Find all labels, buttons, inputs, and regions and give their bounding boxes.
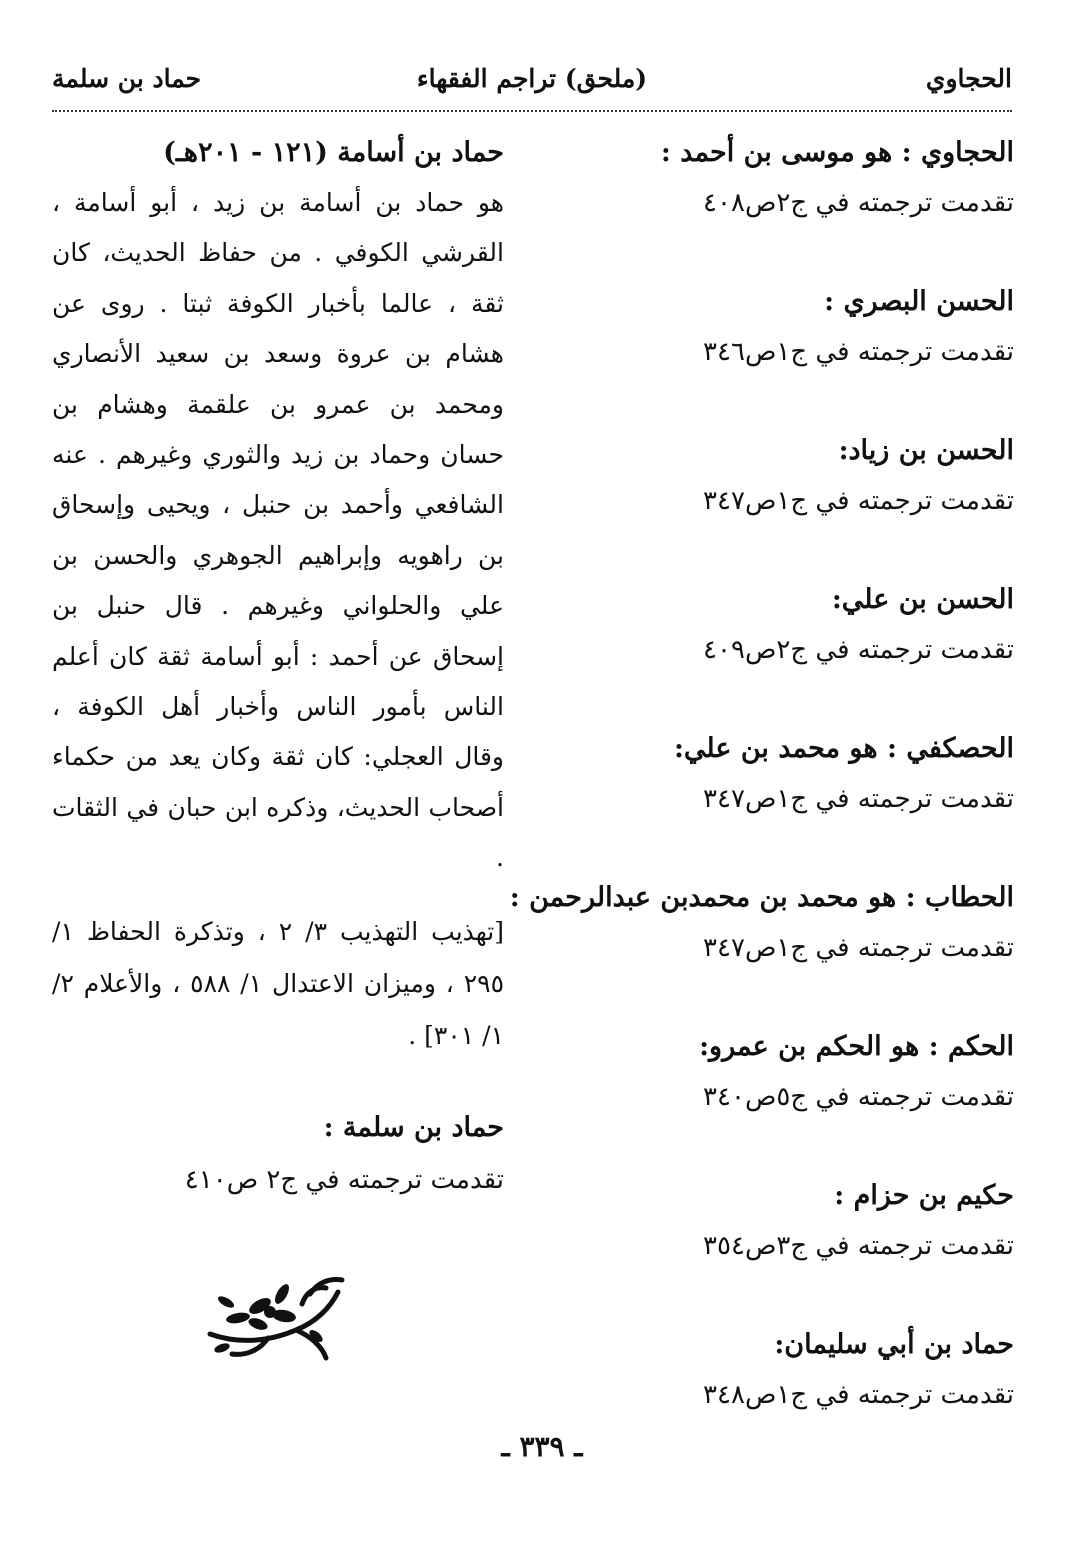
entry-name: حماد بن أبي سليمان:	[774, 1329, 1014, 1360]
entry-reference: تقدمت ترجمته في ج٢ص٤٠٩	[703, 635, 1014, 665]
header-center-title: (ملحق) تراجم الفقهاء	[416, 64, 648, 93]
entry-name: حكيم بن حزام :	[834, 1180, 1014, 1211]
entry-name: الحسن بن زياد:	[838, 435, 1014, 466]
entry-reference: تقدمت ترجمته في ج٥ص٣٤٠	[703, 1082, 1014, 1112]
biography-sources: [تهذيب التهذيب ٣/ ٢ ، وتذكرة الحفاظ ١/ ٢٩٥ ، وميزان الاعتدال ١/ ٥٨٨ ، والأعلام ٢/ ١/ ٣٠١] .	[52, 916, 505, 1050]
running-header	[52, 60, 1012, 104]
entry-reference: تقدمت ترجمته في ج١ص٣٤٧	[703, 486, 1014, 516]
entry-reference: تقدمت ترجمته في ج٣ص٣٥٤	[703, 1231, 1014, 1261]
biography-title: حماد بن أسامة (١٢١ - ٢٠١هـ)	[163, 137, 504, 168]
entry-reference: تقدمت ترجمته في ج٢ ص٤١٠	[184, 1164, 504, 1195]
entry-reference: تقدمت ترجمته في ج٢ص٤٠٨	[703, 188, 1014, 218]
entry-haskafi	[554, 724, 1014, 873]
entry-hakam	[554, 1022, 1014, 1171]
entry-reference: تقدمت ترجمته في ج١ص٣٤٧	[703, 933, 1014, 963]
entry-reference: تقدمت ترجمته في ج١ص٣٤٧	[703, 784, 1014, 814]
page-number: ـ ٣٣٩ ـ	[501, 1430, 583, 1463]
left-column	[52, 128, 504, 1206]
entry-name: حماد بن سلمة :	[323, 1111, 504, 1143]
entry-name: الحطاب : هو محمد بن محمدبن عبدالرحمن :	[509, 882, 1014, 913]
entry-reference: تقدمت ترجمته في ج١ص٣٤٨	[703, 1380, 1014, 1410]
entry-name: الحسن بن علي:	[831, 584, 1014, 615]
entry-name: الحصكفي : هو محمد بن علي:	[673, 733, 1014, 764]
floral-ornament-icon	[198, 1272, 348, 1362]
entry-hasan-basri	[554, 277, 1014, 426]
entry-hasan-ibn-ali	[554, 575, 1014, 724]
header-dotted-rule	[52, 110, 1012, 112]
entry-name: الحجاوي : هو موسى بن أحمد :	[660, 137, 1014, 168]
entry-hasan-ibn-ziyad	[554, 426, 1014, 575]
entry-reference: تقدمت ترجمته في ج١ص٣٤٦	[703, 337, 1014, 367]
entry-name: الحسن البصري :	[824, 286, 1014, 317]
entry-hakim-ibn-hizam	[554, 1171, 1014, 1320]
header-right-title: الحجاوي	[925, 64, 1012, 93]
entry-hajjawi	[554, 128, 1014, 277]
entry-hammad-ibn-salama	[52, 1102, 504, 1206]
entry-name: الحكم : هو الحكم بن عمرو:	[699, 1031, 1014, 1062]
entry-hattab	[509, 873, 1014, 1022]
biography-text: هو حماد بن أسامة بن زيد ، أبو أسامة ، القرشي الكوفي . من حفاظ الحديث، كان ثقة ، عالما بأخبار الكوفة ثبتا . روى عن هشام بن عروة وسعد بن سعيد الأنصاري ومحمد بن عمرو بن علقمة وهشام بن حسان وحماد بن زيد والثوري وغيرهم . عنه الشافعي وأحمد بن حنبل ، ويحيى وإسحاق بن راهويه وإبراهيم الجوهري والحسن بن علي والحلواني وغيرهم . قال حنبل بن إسحاق عن أحمد : أبو أسامة ثقة كان أعلم الناس بأمور الناس وأخبار أهل الكوفة ، وقال العجلي: كان ثقة وكان يعد من حكماء أصحاب الحديث، وذكره ابن حبان في الثقات .	[52, 188, 504, 873]
header-left-title: حماد بن سلمة	[52, 64, 202, 93]
